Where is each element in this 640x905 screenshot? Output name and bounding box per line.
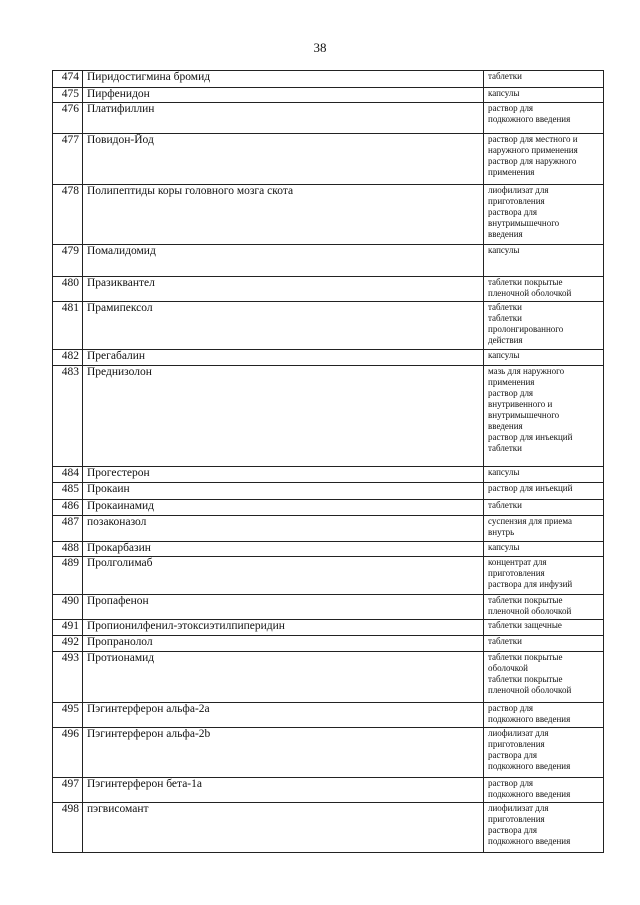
dosage-form-line: подкожного введения (488, 789, 571, 799)
dosage-form-line: концентрат для (488, 557, 547, 567)
drug-name: Протионамид (83, 652, 484, 703)
dosage-form-line: капсулы (488, 88, 520, 98)
drug-name: Прегабалин (83, 350, 484, 366)
dosage-form-line: таблетки (488, 636, 523, 646)
dosage-form-line: капсулы (488, 245, 520, 255)
row-number: 487 (53, 516, 83, 542)
table-row (53, 483, 604, 500)
table-row (53, 557, 604, 595)
dosage-form-line: подкожного введения (488, 114, 571, 124)
drug-name: Пропранолол (83, 636, 484, 652)
dosage-form-line: пленочной оболочкой (488, 288, 572, 298)
dosage-form (484, 302, 604, 350)
dosage-form-line: раствора для (488, 825, 538, 835)
dosage-form-line: раствор для (488, 778, 534, 788)
table-row (53, 500, 604, 516)
dosage-form-line: мазь для наружного (488, 366, 565, 376)
drug-name: Прамипексол (83, 302, 484, 350)
table-row (53, 134, 604, 185)
drug-name: Платифиллин (83, 103, 484, 134)
dosage-form-line: суспензия для приема (488, 516, 572, 526)
dosage-form-line: приготовления (488, 739, 545, 749)
dosage-form-line: раствор для (488, 388, 534, 398)
dosage-form (484, 803, 604, 853)
row-number: 488 (53, 542, 83, 557)
dosage-form (484, 778, 604, 803)
dosage-form (484, 703, 604, 728)
row-number: 479 (53, 245, 83, 277)
drug-name: Помалидомид (83, 245, 484, 277)
table-row (53, 620, 604, 636)
table-row (53, 350, 604, 366)
dosage-form-line: раствора для инфузий (488, 579, 573, 589)
drug-name: Пэгинтерферон бета-1а (83, 778, 484, 803)
dosage-form-line: раствор для инъекций (488, 483, 573, 493)
drug-name: Пролголимаб (83, 557, 484, 595)
row-number: 483 (53, 366, 83, 467)
dosage-form-line: подкожного введения (488, 714, 571, 724)
dosage-form-line: наружного применения (488, 145, 578, 155)
table-row (53, 703, 604, 728)
page-number: 38 (313, 40, 327, 55)
dosage-form-line: раствор для местного и (488, 134, 578, 144)
dosage-form (484, 245, 604, 277)
table-row (53, 778, 604, 803)
table-row (53, 71, 604, 88)
drug-list-table (52, 70, 604, 853)
dosage-form-line: таблетки (488, 443, 523, 453)
dosage-form-line: таблетки защечные (488, 620, 562, 630)
drug-name: Пирфенидон (83, 88, 484, 103)
dosage-form-line: приготовления (488, 814, 545, 824)
dosage-form-line: подкожного введения (488, 761, 571, 771)
dosage-form-line: лиофилизат для (488, 803, 549, 813)
table-row (53, 366, 604, 467)
dosage-form (484, 134, 604, 185)
drug-name: Повидон-Йод (83, 134, 484, 185)
dosage-form (484, 542, 604, 557)
dosage-form-line: капсулы (488, 467, 520, 477)
dosage-form (484, 103, 604, 134)
table-row (53, 245, 604, 277)
table-row (53, 467, 604, 483)
drug-name: Преднизолон (83, 366, 484, 467)
dosage-form-line: таблетки (488, 313, 523, 323)
drug-name: Прокаинамид (83, 500, 484, 516)
dosage-form (484, 636, 604, 652)
row-number: 476 (53, 103, 83, 134)
dosage-form-line: таблетки покрытые (488, 277, 563, 287)
dosage-form-line: применения (488, 377, 535, 387)
dosage-form-line: раствор для инъекций (488, 432, 573, 442)
dosage-form-line: приготовления (488, 196, 545, 206)
dosage-form (484, 366, 604, 467)
dosage-form (484, 652, 604, 703)
table-row (53, 636, 604, 652)
drug-name: Пропафенон (83, 595, 484, 620)
dosage-form-line: пленочной оболочкой (488, 685, 572, 695)
dosage-form-line: введения (488, 421, 523, 431)
row-number: 477 (53, 134, 83, 185)
row-number: 493 (53, 652, 83, 703)
dosage-form-line: приготовления (488, 568, 545, 578)
dosage-form-line: раствора для (488, 750, 538, 760)
dosage-form-line: внутривенного и (488, 399, 553, 409)
table-row (53, 302, 604, 350)
dosage-form (484, 185, 604, 245)
dosage-form-line: капсулы (488, 350, 520, 360)
row-number: 492 (53, 636, 83, 652)
dosage-form-line: применения (488, 167, 535, 177)
row-number: 481 (53, 302, 83, 350)
dosage-form-line: оболочкой (488, 663, 528, 673)
dosage-form-line: таблетки (488, 500, 523, 510)
table-row (53, 652, 604, 703)
dosage-form (484, 516, 604, 542)
dosage-form (484, 88, 604, 103)
dosage-form (484, 350, 604, 366)
dosage-form-line: капсулы (488, 542, 520, 552)
dosage-form (484, 277, 604, 302)
row-number: 498 (53, 803, 83, 853)
drug-name: Пиридостигмина бромид (83, 71, 484, 88)
drug-name: пэгвисомант (83, 803, 484, 853)
dosage-form-line: лиофилизат для (488, 185, 549, 195)
table-row (53, 277, 604, 302)
dosage-form-line: раствор для (488, 703, 534, 713)
row-number: 480 (53, 277, 83, 302)
row-number: 491 (53, 620, 83, 636)
dosage-form-line: раствор для наружного (488, 156, 577, 166)
row-number: 484 (53, 467, 83, 483)
dosage-form (484, 557, 604, 595)
drug-name: позаконазол (83, 516, 484, 542)
table-row (53, 595, 604, 620)
dosage-form (484, 467, 604, 483)
row-number: 497 (53, 778, 83, 803)
row-number: 474 (53, 71, 83, 88)
dosage-form-line: подкожного введения (488, 836, 571, 846)
dosage-form (484, 595, 604, 620)
dosage-form-line: раствора для (488, 207, 538, 217)
drug-name: Прокарбазин (83, 542, 484, 557)
drug-name: Полипептиды коры головного мозга скота (83, 185, 484, 245)
row-number: 489 (53, 557, 83, 595)
row-number: 485 (53, 483, 83, 500)
row-number: 496 (53, 728, 83, 778)
table-row (53, 103, 604, 134)
dosage-form (484, 500, 604, 516)
dosage-form (484, 483, 604, 500)
dosage-form-line: таблетки покрытые (488, 674, 563, 684)
dosage-form-line: пленочной оболочкой (488, 606, 572, 616)
dosage-form-line: таблетки (488, 302, 523, 312)
dosage-form (484, 728, 604, 778)
row-number: 478 (53, 185, 83, 245)
drug-name: Пэгинтерферон альфа-2а (83, 703, 484, 728)
drug-name: Прокаин (83, 483, 484, 500)
dosage-form (484, 71, 604, 88)
row-number: 475 (53, 88, 83, 103)
table-row (53, 728, 604, 778)
dosage-form-line: внутрь (488, 527, 515, 537)
table-row (53, 185, 604, 245)
row-number: 482 (53, 350, 83, 366)
dosage-form-line: таблетки покрытые (488, 595, 563, 605)
dosage-form-line: лиофилизат для (488, 728, 549, 738)
row-number: 490 (53, 595, 83, 620)
drug-name: Пропионилфенил-этоксиэтилпиперидин (83, 620, 484, 636)
drug-name: Пэгинтерферон альфа-2b (83, 728, 484, 778)
table-row (53, 88, 604, 103)
dosage-form-line: пролонгированного (488, 324, 564, 334)
row-number: 495 (53, 703, 83, 728)
dosage-form-line: таблетки (488, 71, 523, 81)
dosage-form-line: внутримышечного (488, 410, 560, 420)
dosage-form-line: таблетки покрытые (488, 652, 563, 662)
dosage-form-line: действия (488, 335, 523, 345)
dosage-form-line: введения (488, 229, 523, 239)
table-row (53, 542, 604, 557)
dosage-form-line: раствор для (488, 103, 534, 113)
table-row (53, 516, 604, 542)
dosage-form (484, 620, 604, 636)
drug-name: Прогестерон (83, 467, 484, 483)
drug-name: Празиквантел (83, 277, 484, 302)
row-number: 486 (53, 500, 83, 516)
table-row (53, 803, 604, 853)
dosage-form-line: внутримышечного (488, 218, 560, 228)
